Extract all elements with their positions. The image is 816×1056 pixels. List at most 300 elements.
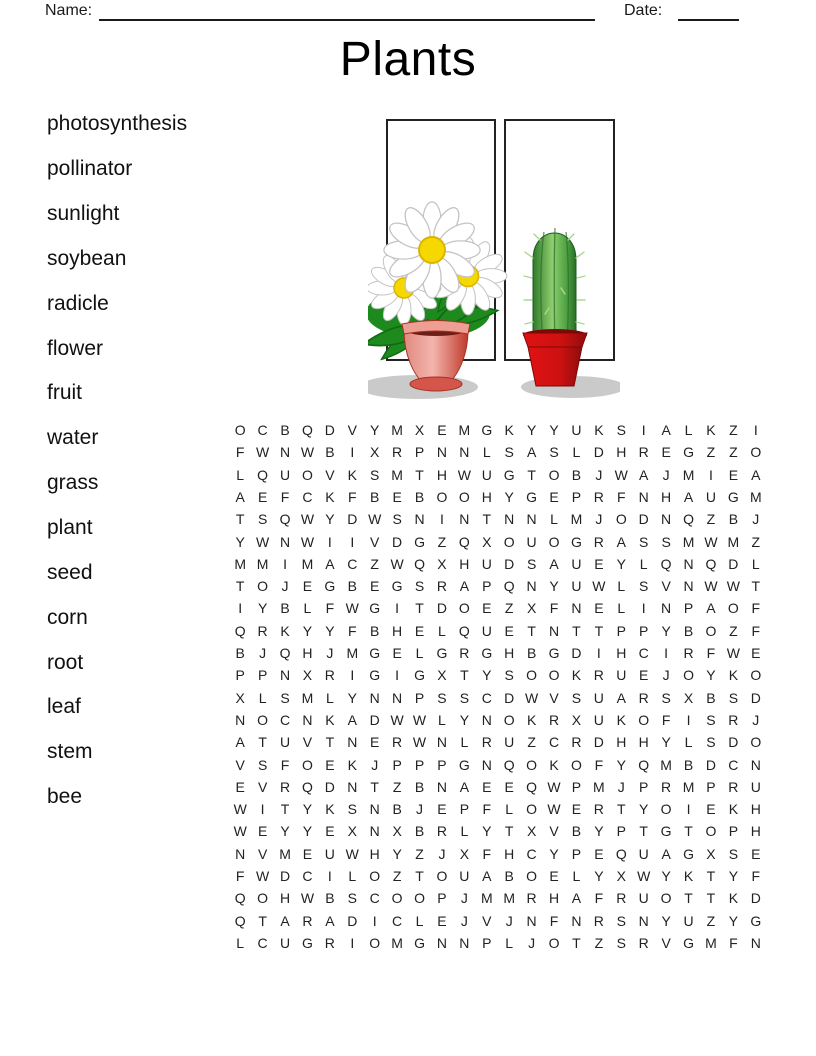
grid-cell: O: [750, 444, 762, 461]
grid-cell: G: [369, 667, 381, 684]
grid-cell: R: [571, 734, 582, 751]
grid-cell: I: [641, 600, 646, 617]
grid-cell: A: [549, 555, 559, 572]
grid-cell: S: [257, 756, 268, 773]
grid-cell: G: [503, 466, 515, 483]
grid-cell: G: [414, 934, 425, 951]
grid-cell: Y: [459, 711, 470, 728]
grid-cell: A: [459, 778, 470, 795]
grid-cell: Q: [615, 845, 627, 862]
grid-cell: N: [661, 600, 672, 617]
grid-cell: W: [256, 867, 270, 884]
grid-cell: H: [616, 444, 627, 461]
grid-cell: M: [234, 555, 247, 572]
grid-cell: A: [347, 711, 357, 728]
grid-cell: T: [706, 867, 716, 884]
grid-cell: E: [257, 489, 268, 505]
grid-cell: X: [571, 711, 582, 728]
grid-cell: O: [369, 934, 381, 951]
grid-cell: T: [460, 667, 469, 684]
grid-cell: G: [683, 444, 694, 461]
grid-cell: U: [279, 734, 291, 751]
grid-cell: Y: [504, 489, 514, 505]
grid-cell: U: [481, 555, 492, 572]
grid-cell: A: [459, 578, 470, 595]
grid-cell: V: [549, 689, 559, 706]
grid-cell: Z: [415, 845, 424, 862]
grid-cell: N: [481, 711, 492, 728]
grid-cell: U: [638, 845, 649, 862]
grid-cell: J: [438, 845, 446, 862]
grid-cell: W: [412, 711, 427, 728]
grid-cell: Q: [302, 422, 313, 439]
grid-cell: B: [571, 466, 582, 483]
grid-cell: A: [280, 912, 290, 929]
grid-cell: O: [638, 711, 650, 728]
grid-cell: B: [347, 578, 357, 595]
grid-cell: H: [750, 801, 761, 818]
grid-cell: F: [549, 600, 559, 617]
grid-cell: T: [594, 622, 604, 639]
grid-cell: U: [459, 867, 470, 884]
date-label: Date:: [624, 2, 663, 19]
grid-cell: W: [368, 511, 382, 528]
grid-cell: X: [482, 533, 492, 550]
grid-cell: T: [684, 890, 693, 907]
grid-cell: L: [303, 600, 312, 617]
grid-cell: U: [279, 466, 291, 483]
grid-cell: K: [325, 489, 335, 505]
grid-cell: O: [660, 801, 672, 818]
grid-cell: Q: [234, 912, 246, 929]
grid-cell: K: [728, 801, 739, 818]
grid-cell: G: [369, 645, 381, 662]
grid-cell: N: [369, 689, 380, 706]
grid-cell: E: [370, 578, 380, 595]
grid-cell: W: [300, 444, 315, 461]
grid-cell: N: [347, 778, 358, 795]
grid-cell: Y: [616, 756, 626, 773]
grid-cell: Y: [661, 867, 671, 884]
grid-cell: G: [324, 578, 336, 595]
grid-cell: Y: [482, 823, 492, 840]
grid-cell: N: [459, 511, 470, 528]
grid-cell: K: [325, 711, 335, 728]
grid-cell: O: [257, 578, 269, 595]
grid-cell: J: [281, 578, 289, 595]
grid-cell: Y: [347, 689, 357, 706]
grid-cell: Q: [279, 645, 291, 662]
grid-cell: N: [347, 734, 358, 751]
grid-cell: U: [481, 466, 492, 483]
grid-cell: F: [348, 622, 357, 639]
grid-cell: R: [459, 645, 470, 662]
grid-cell: I: [372, 912, 377, 929]
grid-cell: G: [414, 667, 425, 684]
word-list-item: pollinator: [47, 157, 133, 181]
grid-cell: Y: [392, 845, 402, 862]
grid-cell: G: [436, 645, 448, 662]
grid-cell: G: [391, 578, 403, 595]
grid-cell: I: [350, 444, 355, 461]
grid-cell: T: [415, 867, 424, 884]
grid-cell: W: [457, 466, 471, 483]
grid-cell: E: [370, 734, 380, 751]
grid-cell: V: [257, 778, 268, 795]
grid-cell: I: [327, 867, 332, 884]
grid-cell: F: [751, 867, 761, 884]
grid-cell: M: [391, 422, 403, 439]
grid-cell: R: [638, 934, 649, 951]
grid-cell: X: [370, 444, 380, 461]
grid-cell: F: [594, 890, 604, 907]
grid-cell: H: [548, 890, 560, 907]
grid-cell: O: [548, 466, 560, 483]
grid-cell: E: [751, 645, 761, 662]
grid-cell: Y: [280, 823, 290, 840]
grid-cell: H: [750, 823, 761, 840]
grid-cell: I: [327, 533, 332, 550]
grid-cell: S: [257, 511, 268, 528]
grid-cell: J: [617, 778, 625, 795]
grid-cell: I: [350, 934, 355, 951]
grid-cell: D: [347, 912, 358, 929]
grid-cell: O: [391, 890, 403, 907]
grid-cell: F: [280, 489, 290, 505]
grid-cell: S: [728, 845, 739, 862]
grid-cell: U: [616, 667, 627, 684]
grid-cell: S: [706, 711, 716, 728]
grid-cell: F: [280, 756, 290, 773]
grid-cell: B: [280, 422, 290, 439]
grid-cell: D: [436, 600, 447, 617]
grid-cell: M: [301, 689, 314, 706]
grid-cell: L: [236, 466, 245, 483]
grid-cell: D: [728, 555, 739, 572]
grid-cell: W: [412, 734, 427, 751]
grid-cell: W: [300, 511, 315, 528]
grid-cell: D: [324, 422, 335, 439]
grid-cell: O: [257, 890, 269, 907]
grid-cell: H: [481, 489, 492, 505]
grid-cell: C: [279, 711, 291, 728]
grid-cell: G: [481, 645, 493, 662]
grid-cell: C: [302, 867, 313, 884]
grid-cell: U: [526, 533, 537, 550]
grid-cell: F: [751, 622, 761, 639]
grid-cell: T: [482, 511, 492, 528]
grid-cell: X: [706, 845, 716, 862]
grid-cell: O: [548, 667, 560, 684]
grid-cell: A: [482, 867, 492, 884]
grid-cell: S: [437, 689, 447, 706]
grid-cell: J: [528, 934, 536, 951]
grid-cell: G: [660, 823, 672, 840]
grid-cell: J: [326, 645, 334, 662]
name-blank-line[interactable]: [99, 0, 595, 21]
grid-cell: U: [683, 912, 694, 929]
grid-cell: M: [458, 422, 471, 439]
grid-cell: P: [392, 756, 402, 773]
grid-cell: E: [482, 600, 492, 617]
grid-cell: H: [504, 645, 515, 662]
grid-cell: U: [638, 890, 649, 907]
grid-cell: Y: [325, 622, 335, 639]
grid-cell: E: [414, 622, 425, 639]
grid-cell: X: [459, 845, 470, 862]
grid-cell: M: [301, 555, 314, 572]
grid-cell: S: [661, 533, 671, 550]
grid-cell: C: [728, 756, 739, 773]
grid-cell: B: [370, 489, 380, 505]
grid-cell: K: [325, 801, 335, 818]
grid-cell: Y: [526, 422, 537, 439]
grid-cell: N: [571, 600, 582, 617]
grid-cell: T: [370, 778, 379, 795]
grid-cell: W: [390, 711, 404, 728]
grid-cell: P: [235, 667, 245, 684]
grid-cell: U: [279, 934, 291, 951]
grid-cell: E: [257, 823, 268, 840]
grid-cell: Q: [660, 555, 672, 572]
grid-cell: A: [706, 600, 716, 617]
grid-cell: P: [616, 622, 626, 639]
grid-cell: S: [616, 934, 626, 951]
grid-cell: A: [639, 466, 649, 483]
page-title: Plants: [339, 33, 477, 86]
grid-cell: E: [235, 778, 245, 795]
grid-cell: N: [750, 756, 761, 773]
grid-cell: N: [302, 711, 313, 728]
grid-cell: X: [683, 689, 694, 706]
grid-cell: T: [415, 466, 424, 483]
grid-cell: M: [480, 890, 493, 907]
grid-cell: L: [505, 934, 514, 951]
grid-cell: E: [594, 845, 604, 862]
grid-cell: Z: [504, 600, 514, 617]
grid-cell: P: [706, 778, 716, 795]
grid-cell: O: [369, 867, 381, 884]
grid-cell: O: [727, 600, 739, 617]
grid-cell: A: [661, 845, 671, 862]
grid-cell: P: [571, 489, 582, 505]
grid-cell: N: [459, 934, 470, 951]
grid-cell: O: [548, 533, 560, 550]
grid-cell: U: [705, 489, 716, 505]
word-list-item: leaf: [47, 695, 81, 719]
grid-cell: Q: [458, 533, 470, 550]
grid-cell: A: [616, 689, 626, 706]
grid-cell: Y: [661, 912, 671, 929]
grid-cell: T: [280, 801, 290, 818]
grid-cell: B: [728, 511, 739, 528]
grid-cell: W: [525, 689, 539, 706]
word-list-item: sunlight: [47, 202, 120, 226]
grid-cell: F: [325, 600, 335, 617]
grid-cell: M: [705, 934, 717, 951]
grid-cell: N: [526, 511, 537, 528]
grid-cell: M: [346, 645, 359, 662]
grid-cell: X: [235, 689, 245, 706]
grid-cell: U: [750, 778, 761, 795]
grid-cell: T: [258, 912, 267, 929]
grid-cell: J: [371, 756, 379, 773]
grid-cell: W: [726, 578, 740, 595]
grid-cell: E: [437, 912, 447, 929]
grid-cell: S: [526, 555, 537, 572]
grid-cell: O: [414, 890, 425, 907]
grid-cell: F: [348, 489, 357, 505]
grid-cell: Y: [302, 622, 313, 639]
word-list-item: flower: [47, 336, 104, 360]
grid-cell: D: [571, 645, 582, 662]
grid-cell: W: [704, 533, 718, 550]
grid-cell: H: [279, 890, 291, 907]
grid-cell: I: [686, 711, 691, 728]
grid-cell: E: [706, 801, 716, 818]
grid-cell: J: [752, 711, 760, 728]
grid-cell: P: [571, 778, 582, 795]
grid-cell: L: [684, 734, 693, 751]
grid-cell: G: [369, 600, 381, 617]
word-search-grid: [229, 419, 767, 954]
grid-cell: P: [414, 689, 425, 706]
grid-cell: N: [235, 845, 246, 862]
grid-cell: W: [547, 778, 561, 795]
grid-cell: W: [233, 801, 247, 818]
grid-cell: W: [345, 600, 359, 617]
grid-cell: K: [526, 711, 537, 728]
grid-cell: I: [260, 801, 265, 818]
grid-cell: P: [257, 667, 268, 684]
grid-cell: Z: [392, 867, 402, 884]
grid-cell: V: [257, 845, 268, 862]
grid-cell: Z: [706, 912, 716, 929]
grid-cell: X: [414, 422, 425, 439]
grid-cell: L: [438, 711, 446, 728]
grid-cell: W: [547, 801, 561, 818]
grid-cell: V: [549, 823, 559, 840]
grid-cell: X: [437, 667, 447, 684]
grid-cell: D: [504, 555, 515, 572]
grid-cell: G: [481, 422, 493, 439]
grid-cell: Z: [729, 622, 738, 639]
grid-cell: M: [660, 756, 672, 773]
grid-cell: P: [414, 756, 425, 773]
grid-cell: W: [390, 555, 404, 572]
grid-cell: P: [437, 890, 447, 907]
grid-cell: E: [549, 489, 559, 505]
grid-cell: N: [638, 489, 649, 505]
grid-cell: O: [683, 667, 694, 684]
grid-cell: T: [235, 511, 245, 528]
grid-cell: F: [482, 845, 492, 862]
grid-cell: A: [235, 734, 245, 751]
grid-cell: H: [504, 845, 515, 862]
grid-cell: R: [593, 533, 604, 550]
grid-cell: K: [347, 466, 357, 483]
grid-cell: Y: [706, 667, 716, 684]
grid-cell: X: [526, 823, 537, 840]
grid-cell: L: [684, 422, 693, 439]
grid-cell: S: [414, 578, 425, 595]
grid-cell: E: [325, 823, 335, 840]
grid-cell: N: [436, 444, 447, 461]
grid-cell: N: [279, 667, 291, 684]
grid-cell: O: [302, 466, 313, 483]
grid-cell: D: [279, 867, 291, 884]
grid-cell: E: [302, 845, 313, 862]
grid-cell: V: [370, 533, 380, 550]
grid-cell: A: [526, 444, 537, 461]
grid-cell: Y: [302, 823, 313, 840]
grid-cell: R: [324, 934, 335, 951]
grid-cell: S: [706, 734, 716, 751]
grid-cell: V: [325, 466, 335, 483]
grid-cell: A: [571, 890, 582, 907]
grid-cell: J: [416, 801, 424, 818]
grid-cell: R: [593, 489, 604, 505]
grid-cell: P: [616, 823, 626, 840]
grid-cell: P: [482, 934, 492, 951]
grid-cell: A: [235, 489, 245, 505]
date-blank-line[interactable]: [678, 0, 739, 21]
grid-cell: E: [661, 444, 671, 461]
grid-cell: N: [526, 912, 537, 929]
grid-cell: J: [505, 912, 513, 929]
grid-cell: Y: [482, 667, 492, 684]
grid-cell: K: [728, 667, 739, 684]
word-list-item: root: [47, 650, 84, 674]
grid-cell: G: [571, 533, 582, 550]
grid-cell: I: [440, 511, 444, 528]
grid-cell: T: [684, 823, 693, 840]
grid-cell: F: [617, 489, 626, 505]
plants-illustration: [368, 108, 620, 404]
grid-cell: H: [616, 734, 627, 751]
grid-cell: R: [392, 734, 403, 751]
grid-cell: G: [750, 912, 762, 929]
grid-cell: N: [436, 734, 447, 751]
grid-cell: F: [729, 934, 738, 951]
grid-cell: H: [459, 555, 470, 572]
grid-cell: U: [571, 555, 582, 572]
grid-cell: C: [257, 422, 268, 439]
grid-cell: F: [594, 756, 604, 773]
grid-cell: U: [481, 622, 492, 639]
grid-cell: R: [481, 734, 492, 751]
grid-cell: O: [526, 756, 538, 773]
grid-cell: Z: [706, 511, 716, 528]
grid-cell: V: [302, 734, 313, 751]
grid-cell: L: [482, 444, 491, 461]
grid-cell: W: [300, 533, 315, 550]
grid-cell: Q: [683, 511, 694, 528]
grid-cell: L: [617, 600, 626, 617]
grid-cell: B: [414, 823, 425, 840]
grid-cell: N: [369, 823, 380, 840]
grid-cell: O: [750, 667, 762, 684]
grid-cell: C: [526, 845, 537, 862]
grid-cell: E: [639, 667, 649, 684]
grid-cell: M: [503, 890, 516, 907]
word-list-item: grass: [47, 471, 99, 495]
grid-cell: N: [526, 578, 537, 595]
grid-cell: R: [526, 890, 537, 907]
grid-cell: C: [548, 734, 560, 751]
word-list: [47, 102, 187, 820]
grid-cell: N: [235, 711, 246, 728]
